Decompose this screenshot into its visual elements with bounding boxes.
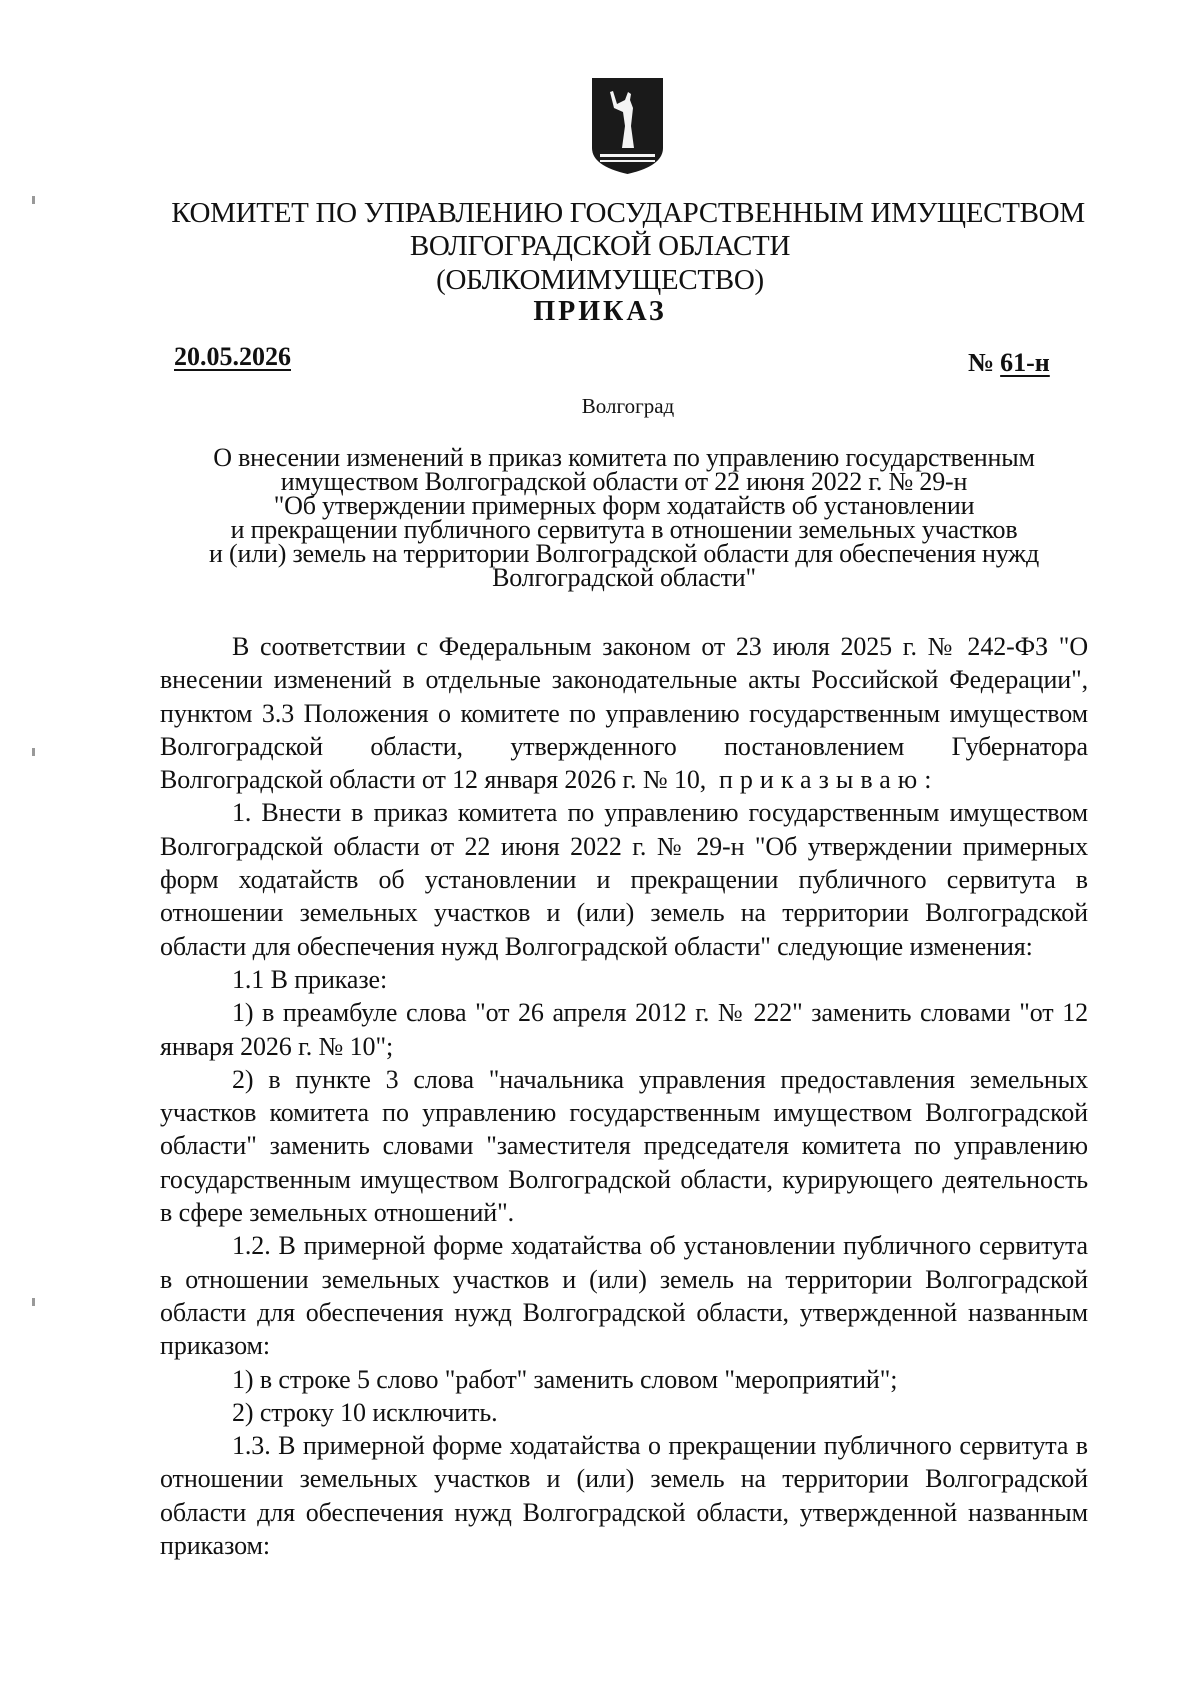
document-type: ПРИКАЗ (533, 296, 667, 327)
document-title (160, 443, 1088, 592)
paragraph-1: 1. Внести в приказ комитета по управлению государственным имуществом Волгоградской области от 22 июня 2022 г. № 29-н "Об утверждении примерных форм ходатайств об установлении и прекращении публичного сервитута в отношении земельных участков и (или) земель на территории Волгоградской области для обеспечения нужд Волгоградской области" следующие изменения: (160, 798, 1088, 961)
org-name-line-2: ВОЛГОГРАДСКОЙ ОБЛАСТИ (409, 230, 791, 262)
city-name: Волгоград (581, 394, 675, 418)
document-body (160, 630, 1088, 1562)
number-sign: № (968, 348, 995, 377)
scan-mark (32, 1298, 35, 1306)
org-name-line-1: КОМИТЕТ ПО УПРАВЛЕНИЮ ГОСУДАРСТВЕННЫМ ИМУЩЕСТВОМ (171, 197, 1085, 229)
org-name-line-3: (ОБЛКОМИМУЩЕСТВО) (436, 264, 764, 296)
volgograd-coat-of-arms-emblem (592, 78, 663, 178)
scan-mark (32, 196, 35, 204)
order-word: приказываю: (718, 765, 939, 795)
paragraph-1-1: 1.1 В приказе: (232, 964, 388, 994)
paragraph-1-2-item-1: 1) в строке 5 слово "работ" заменить словом "мероприятий"; (232, 1364, 898, 1394)
order-number-value: 61-н (1000, 348, 1050, 377)
title-line: и (или) земель на территории Волгоградской области для обеспечения нужд (209, 539, 1039, 568)
paragraph-1-1-item-2: 2) в пункте 3 слова "начальника управления предоставления земельных участков комитета по управлению государственным имуществом Волгоградской области" заменить словами "заместителя председателя комитета по управлению государственным имуществом Волгоградской области, курирующего деятельность в сфере земельных отношений". (160, 1064, 1088, 1228)
title-line: Волгоградской области" (492, 563, 756, 592)
scan-mark (32, 748, 35, 756)
order-number (968, 348, 1062, 378)
paragraph-1-3: 1.3. В примерной форме ходатайства о прекращении публичного сервитута в отношении земельных участков и (или) земель на территории Волгоградской области для обеспечения нужд Волгоградской области, утвержденной названным приказом: (160, 1431, 1088, 1561)
paragraph-1-1-item-1: 1) в преамбуле слова "от 26 апреля 2012 г. № 222" заменить словами "от 12 января 2026 г. № 10"; (160, 998, 1088, 1061)
order-date-value: 20.05.2026 (174, 342, 291, 371)
title-line: О внесении изменений в приказ комитета по управлению государственным (213, 443, 1035, 472)
preamble-paragraph (160, 630, 1088, 796)
preamble-text: В соответствии с Федеральным законом от 23 июля 2025 г. № 242-ФЗ "О внесении изменений в отдельные законодательные акты Российской Федерации", пунктом 3.3 Положения о комитете по управлению государственным имуществом Волгоградской области, утвержденного постановлением Губернатора Волгоградской области от 12 января 2026 г. № 10, (160, 632, 1088, 795)
title-line: и прекращении публичного сервитута в отношении земельных участков (230, 515, 1018, 544)
paragraph-1-2: 1.2. В примерной форме ходатайства об установлении публичного сервитута в отношении земельных участков и (или) земель на территории Волгоградской области для обеспечения нужд Волгоградской области, утвержденной названным приказом: (160, 1231, 1088, 1361)
title-line: имуществом Волгоградской области от 22 июня 2022 г. № 29-н (280, 467, 968, 496)
title-line: "Об утверждении примерных форм ходатайств об установлении (273, 491, 975, 520)
paragraph-1-2-item-2: 2) строку 10 исключить. (232, 1397, 498, 1427)
order-date (158, 342, 307, 372)
